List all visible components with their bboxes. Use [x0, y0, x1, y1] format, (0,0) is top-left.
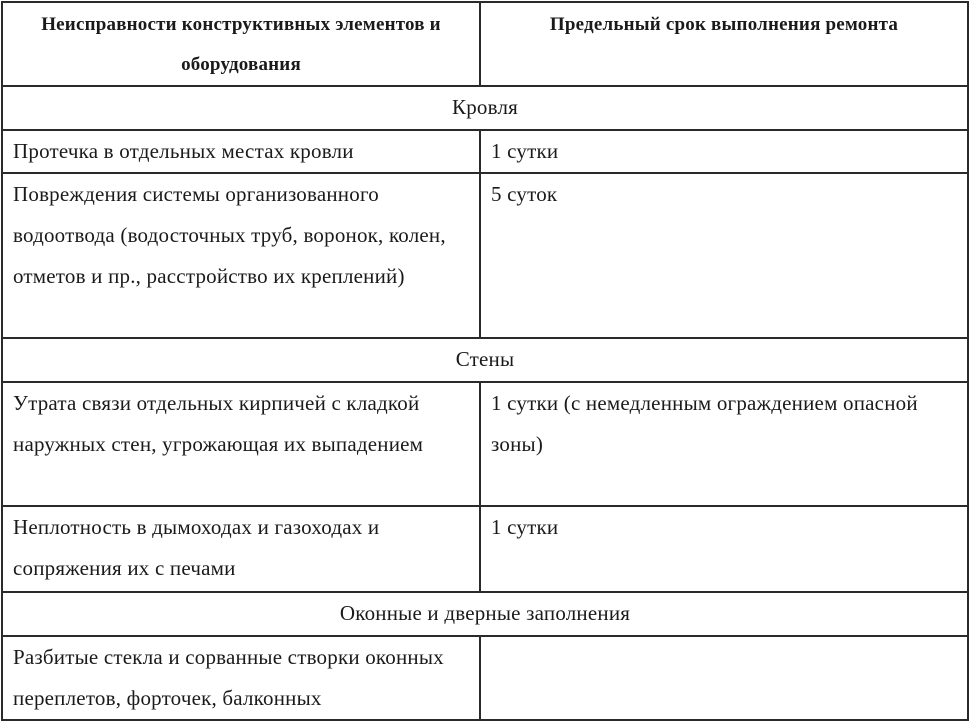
defect-cell: Разбитые стекла и сорванные створки оконных переплетов, форточек, балконных: [2, 636, 480, 720]
defect-cell: Повреждения системы организованного водоотвода (водосточных труб, воронок, колен, отметов и пр., расстройство их креплений): [2, 173, 480, 338]
deadline-cell: [480, 636, 968, 720]
header-deadline: Предельный срок выполнения ремонта: [480, 2, 968, 86]
header-defect: Неисправности конструктивных элементов и оборудования: [2, 2, 480, 86]
deadline-cell: 5 суток: [480, 173, 968, 338]
deadline-cell: 1 сутки: [480, 506, 968, 592]
section-title: Оконные и дверные заполнения: [2, 592, 968, 636]
defect-cell: Протечка в отдельных местах кровли: [2, 130, 480, 173]
table-row: [2, 506, 968, 592]
section-row-windows-doors: [2, 592, 968, 636]
section-row-roof: [2, 86, 968, 130]
table-row: [2, 636, 968, 720]
repair-deadlines-table: [1, 1, 969, 721]
defect-cell: Утрата связи отдельных кирпичей с кладкой наружных стен, угрожающая их выпадением: [2, 382, 480, 506]
section-title: Стены: [2, 338, 968, 382]
deadline-cell: 1 сутки: [480, 130, 968, 173]
table-header-row: [2, 2, 968, 86]
section-row-walls: [2, 338, 968, 382]
defect-cell: Неплотность в дымоходах и газоходах и сопряжения их с печами: [2, 506, 480, 592]
deadline-cell: 1 сутки (с немедленным ограждением опасной зоны): [480, 382, 968, 506]
table-row: [2, 382, 968, 506]
table-row: [2, 130, 968, 173]
table-row: [2, 173, 968, 338]
section-title: Кровля: [2, 86, 968, 130]
